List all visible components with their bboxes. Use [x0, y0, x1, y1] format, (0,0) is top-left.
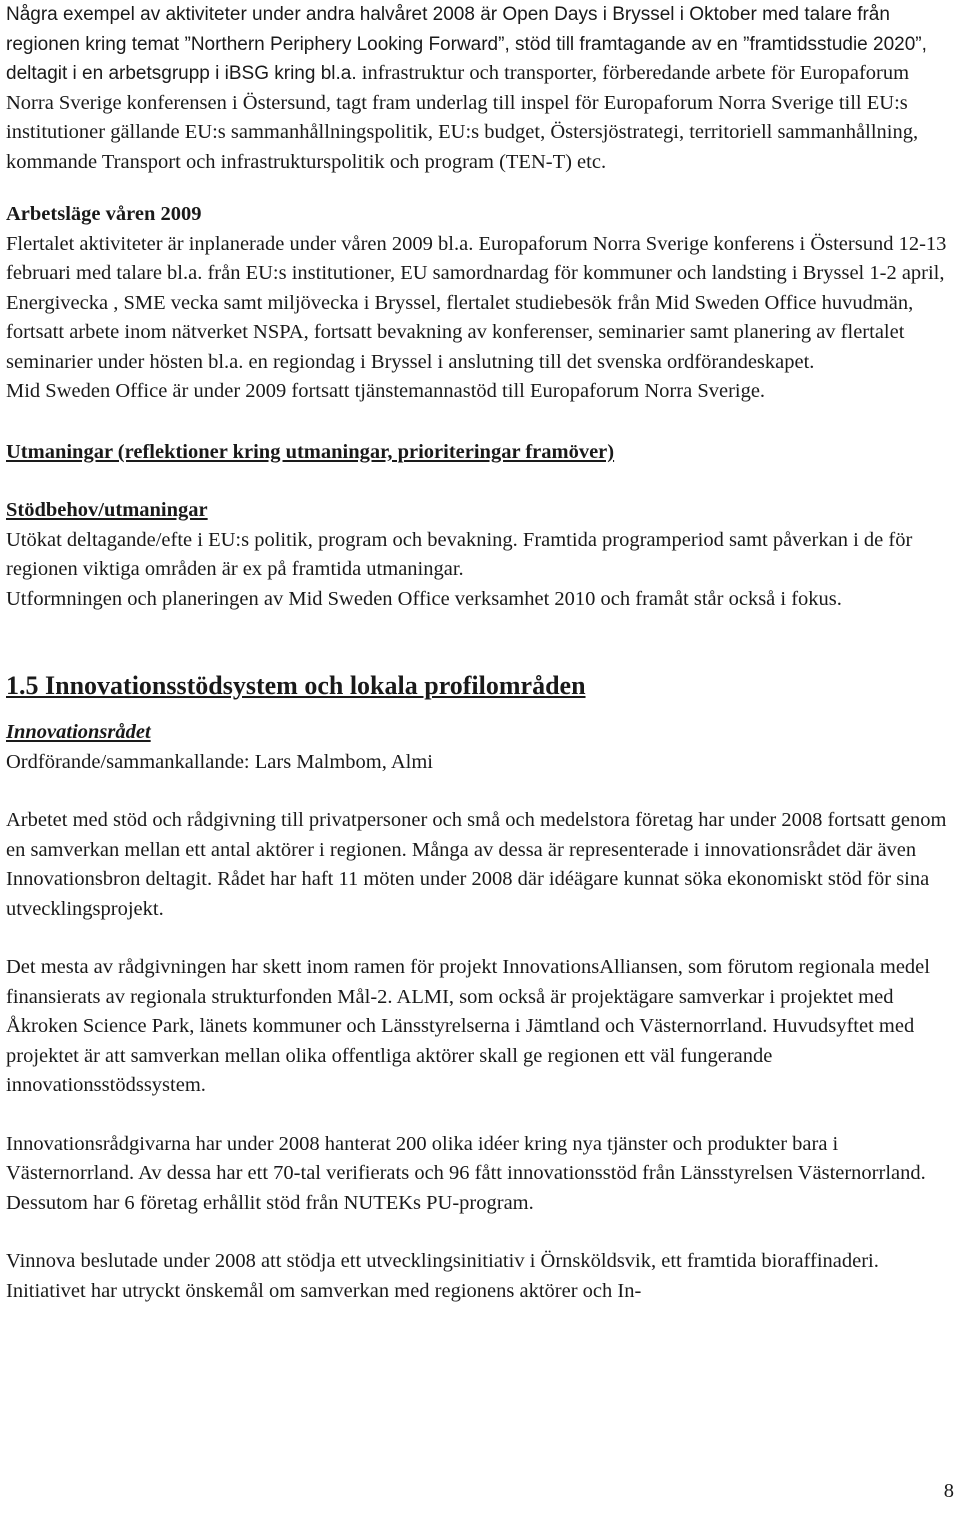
- intro-rest-text: infrastruktur och transporter, förberedande arbete för Europaforum Norra Sverige konferensen i Östersund, tagt fram underlag till inspel för Europaforum Norra Sverige till EU:s institutioner gällande EU:s sammanhållningspolitik, EU:s budget, Östersjöstrategi, territoriell sammanhållning, kommande Transport och infrastrukturspolitik och program (TEN-T) etc.: [6, 62, 919, 173]
- innovationsradet-paragraph-1: Arbetet med stöd och rådgivning till privatpersoner och små och medelstora företag har under 2008 fortsatt genom en samverkan mellan ett antal aktörer i regionen. Många av dessa är representerade i innovationsrådet där även Innovationsbron deltagit. Rådet har haft 11 möten under 2008 där idéägare kunnat söka ekonomiskt stöd för sina utvecklingsprojekt.: [6, 809, 947, 920]
- intro-paragraph: [6, 0, 956, 177]
- innovationsradet-heading: Innovationsrådet: [6, 721, 151, 743]
- stodbehov-paragraph: Utökat deltagande/efte i EU:s politik, program och bevakning. Framtida programperiod samt påverkan i de för regionen viktiga områden är ex på framtida utmaningar.: [6, 528, 913, 580]
- innovationsradet-paragraph-2: Det mesta av rådgivningen har skett inom ramen för projekt InnovationsAlliansen, som förutom regionala medel finansierats av regionala strukturfonden Mål-2. ALMI, som också är projektägare samverkar i projektet med Åkroken Science Park, länets kommuner och Länsstyrelserna i Jämtland och Västernorrland. Huvudsyftet med projektet är att samverkan mellan olika offentliga aktörer skall ge regionen ett väl fungerande innovationsstödssystem.: [6, 956, 930, 1096]
- page-number: 8: [943, 1480, 954, 1502]
- innovationsradet-paragraph-4: Vinnova beslutade under 2008 att stödja ett utvecklingsinitiativ i Örnsköldsvik, ett framtida bioraffinaderi. Initiativet har utryckt önskemål om samverkan med regionens aktörer och In-: [6, 1250, 879, 1302]
- arbetslage-paragraph: Flertalet aktiviteter är inplanerade under våren 2009 bl.a. Europaforum Norra Sverige konferens i Östersund 12-13 februari med talare bl.a. från EU:s institutioner, EU samordnardag för kommuner och landsting i Bryssel 1-2 april, Energivecka , SME vecka samt miljövecka i Bryssel, flertalet studiebesök från Mid Sweden Office huvudmän, fortsatt arbete inom nätverket NSPA, fortsatt bevakning av konferenser, seminarier samt planering av flertalet seminarier under hösten bl.a. en regiondag i Bryssel i anslutning till det svenska ordförandeskapet.: [6, 232, 947, 373]
- arbetslage-heading: Arbetsläge våren 2009: [6, 203, 202, 225]
- utmaningar-heading: Utmaningar (reflektioner kring utmaningar, prioriteringar framöver): [6, 440, 615, 463]
- section-heading-1-5: 1.5 Innovationsstödsystem och lokala profilområden: [6, 671, 586, 700]
- innovationsradet-paragraph-3: Innovationsrådgivarna har under 2008 hanterat 200 olika idéer kring nya tjänster och produkter bara i Västernorrland. Av dessa har ett 70-tal verifierats och 96 fått innovationsstöd från Länsstyrelsen Västernorrland. Dessutom har 6 företag erhållit stöd från NUTEKs PU-program.: [6, 1132, 926, 1214]
- document-page: [6, 0, 956, 1306]
- stodbehov-heading: Stödbehov/utmaningar: [6, 499, 208, 521]
- stodbehov-paragraph-2: Utformningen och planeringen av Mid Sweden Office verksamhet 2010 och framåt står också i fokus.: [6, 587, 842, 610]
- innovationsradet-chair: Ordförande/sammankallande: Lars Malmbom, Almi: [6, 750, 433, 773]
- intro-lead-text: Några exempel av aktiviteter under andra halvåret 2008 är Open Days i Bryssel i Oktober med talare från regionen kring temat ”Northern Periphery Looking Forward”, stöd till framtagande av en ”framtidsstudie 2020”, deltagit i en arbetsgrupp i iBSG kring bl.a.: [6, 4, 927, 84]
- arbetslage-paragraph-2: Mid Sweden Office är under 2009 fortsatt tjänstemannastöd till Europaforum Norra Sverige.: [6, 380, 766, 402]
